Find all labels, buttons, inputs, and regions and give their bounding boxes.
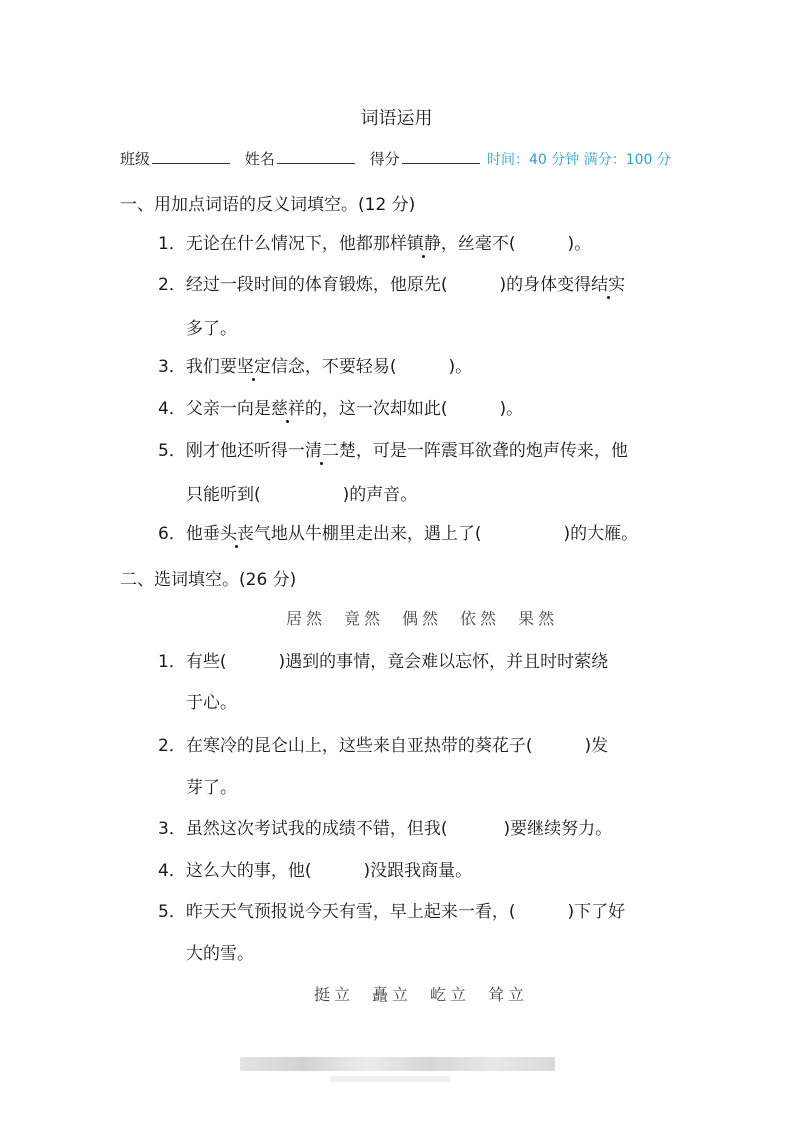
s1-item-3: 3．我们要坚定信念，不要轻易( )。 [158,357,473,377]
s1-item-6: 6．他垂头丧气地从牛棚里走出来，遇上了( )的大雁。 [158,524,639,544]
class-label: 班级 [120,150,151,168]
s1-item-2: 2．经过一段时间的体育锻炼，他原先( )的身体变得结实 [158,275,626,295]
word-option: 屹立 [430,985,471,1004]
s2-item-2: 2．在寒冷的昆仑山上，这些来自亚热带的葵花子( )发 [158,736,609,756]
word-option: 耸立 [488,985,529,1004]
score-field[interactable] [402,149,480,164]
s2-item-4: 4．这么大的事，他( )没跟我商量。 [158,861,473,881]
s2-item-2-cont: 芽了。 [186,778,237,798]
s2-item-1: 1．有些( )遇到的事情，竟会难以忘怀，并且时时萦绕 [158,652,609,672]
name-field[interactable] [277,149,355,164]
s1-item-5-cont: 只能听到( )的声音。 [186,485,418,505]
score-label: 得分 [369,150,400,168]
word-bank-2 [314,982,546,1005]
word-option: 矗立 [372,985,413,1004]
student-info-line [120,148,490,169]
dotted-word: 坚定 [236,357,271,377]
word-option: 居然 [286,609,327,628]
class-field[interactable] [152,149,230,164]
word-option: 果然 [518,609,559,628]
s1-item-5: 5．刚才他还听得一清二楚，可是一阵震耳欲聋的炮声传来，他 [158,441,628,461]
dotted-word: 镇静 [406,234,441,254]
s2-item-5-cont: 大的雪。 [186,944,254,964]
s1-item-1: 1．无论在什么情况下，他都那样镇静，丝毫不( )。 [158,234,592,254]
blurred-footer-sub [330,1076,450,1082]
s2-item-3: 3．虽然这次考试我的成绩不错，但我( )要继续努力。 [158,819,613,839]
word-option: 偶然 [402,609,443,628]
section-1-heading: 一、用加点词语的反义词填空。(12 分) [120,195,416,215]
word-option: 竟然 [344,609,385,628]
s1-item-4: 4．父亲一向是慈祥的，这一次却如此( )。 [158,399,524,419]
timing-info: 时间：40 分钟 满分：100 分 [487,152,671,168]
s2-item-1-cont: 于心。 [186,693,237,713]
blurred-footer [240,1057,555,1071]
page-title: 词语运用 [360,108,433,129]
dotted-word: 慈祥 [270,399,305,419]
s1-item-2-cont: 多了。 [186,319,237,339]
s2-item-5: 5．昨天天气预报说今天有雪，早上起来一看，( )下了好 [158,902,626,922]
dotted-word: 一清二楚 [287,441,356,461]
dotted-word: 垂头丧气 [202,524,271,544]
word-bank-1 [286,606,576,629]
dotted-word: 结实 [591,275,626,295]
name-label: 姓名 [244,150,275,168]
word-option: 依然 [460,609,501,628]
word-option: 挺立 [314,985,355,1004]
section-2-heading: 二、选词填空。(26 分) [120,570,297,590]
